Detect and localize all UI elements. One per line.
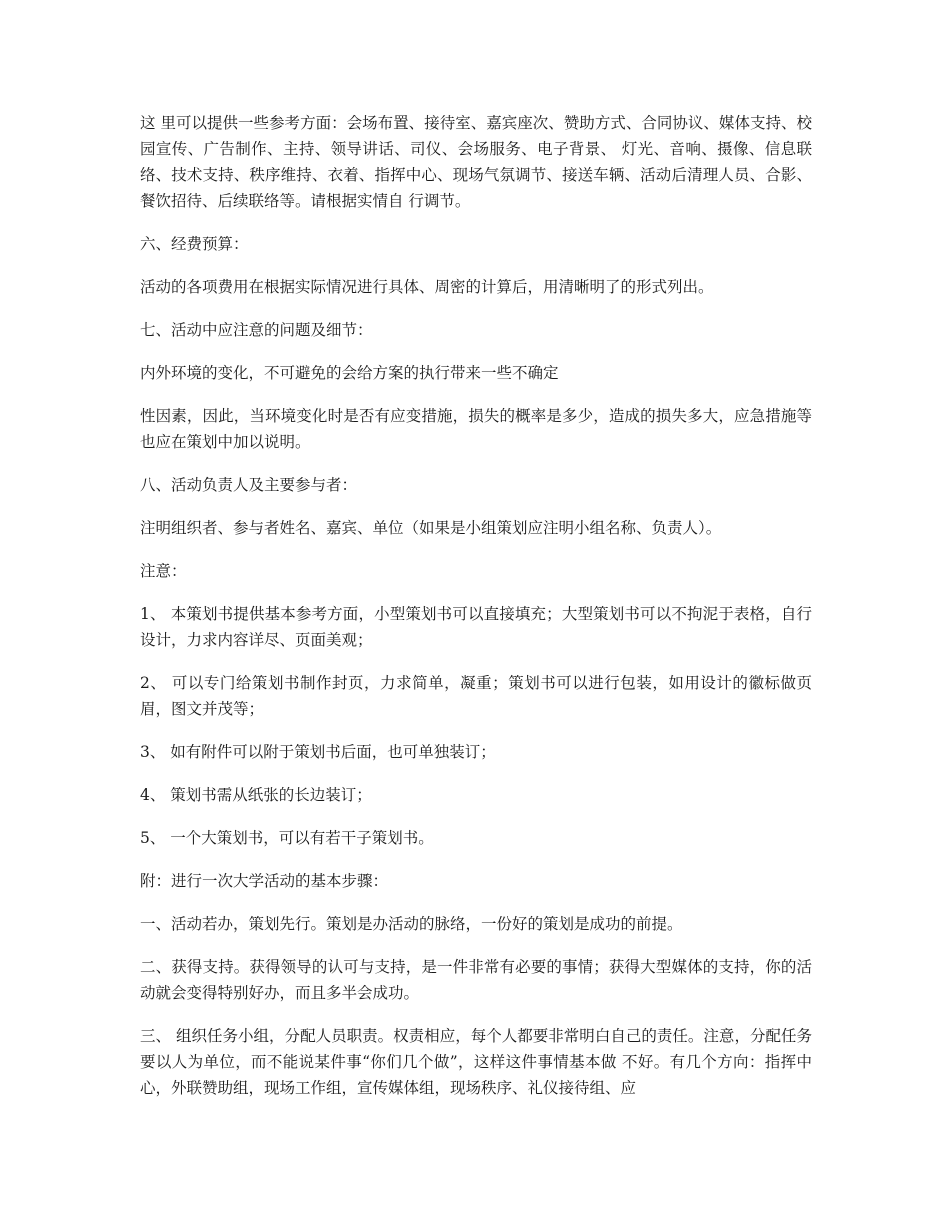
note-item-5: 5、 一个大策划书，可以有若干子策划书。 [140, 829, 434, 847]
note-item-2: 2、 可以专门给策划书制作封页，力求简单，凝重；策划书可以进行包装，如用设计的徽标做页眉，图文并茂等； [140, 674, 812, 718]
step-3: 三、 组织任务小组，分配人员职责。权责相应，每个人都要非常明白自己的责任。注意，分配任务要以人为单位，而不能说某件事“你们几个做”，这样这件事情基本做 不好。有几个方向：指挥中心，外联赞助组，现场工作组，宣传媒体组，现场秩序、礼仪接待组、应 [140, 1027, 812, 1097]
paragraph-issues-1: 内外环境的变化，不可避免的会给方案的执行带来一些不确定 [140, 364, 559, 382]
note-item-1: 1、 本策划书提供基本参考方面，小型策划书可以直接填充；大型策划书可以不拘泥于表格，自行设计，力求内容详尽、页面美观； [140, 605, 812, 649]
paragraph-issues-2: 性因素，因此，当环境变化时是否有应变措施，损失的概率是多少，造成的损失多大，应急措施等也应在策划中加以说明。 [140, 407, 812, 451]
note-item-3: 3、 如有附件可以附于策划书后面，也可单独装订； [140, 743, 496, 761]
note-item-4: 4、 策划书需从纸张的长边装订； [140, 786, 372, 804]
paragraph-budget: 活动的各项费用在根据实际情况进行具体、周密的计算后，用清晰明了的形式列出。 [140, 278, 714, 296]
heading-participants: 八、活动负责人及主要参与者： [140, 476, 358, 494]
heading-notes: 注意： [140, 562, 187, 580]
paragraph-participants: 注明组织者、参与者姓名、嘉宾、单位（如果是小组策划应注明小组名称、负责人）。 [140, 519, 722, 537]
heading-appendix: 附：进行一次大学活动的基本步骤： [140, 872, 389, 890]
document-page [140, 110, 812, 1118]
heading-budget: 六、经费预算： [140, 235, 249, 253]
heading-issues: 七、活动中应注意的问题及细节： [140, 321, 373, 339]
step-2: 二、获得支持。获得领导的认可与支持，是一件非常有必要的事情；获得大型媒体的支持，你的活动就会变得特别好办，而且多半会成功。 [140, 958, 812, 1002]
step-1: 一、活动若办，策划先行。策划是办活动的脉络，一份好的策划是成功的前提。 [140, 915, 683, 933]
paragraph-reference-aspects: 这 里可以提供一些参考方面：会场布置、接待室、嘉宾座次、赞助方式、合同协议、媒体支持、校园宣传、广告制作、主持、领导讲话、司仪、会场服务、电子背景、 灯光、音响、摄像、信息联络、技术支持、秩序维持、衣着、指挥中心、现场气氛调节、接送车辆、活动后清理人员、合影、餐饮招待、后续联络等。请根据实情自 行调节。 [140, 114, 812, 210]
